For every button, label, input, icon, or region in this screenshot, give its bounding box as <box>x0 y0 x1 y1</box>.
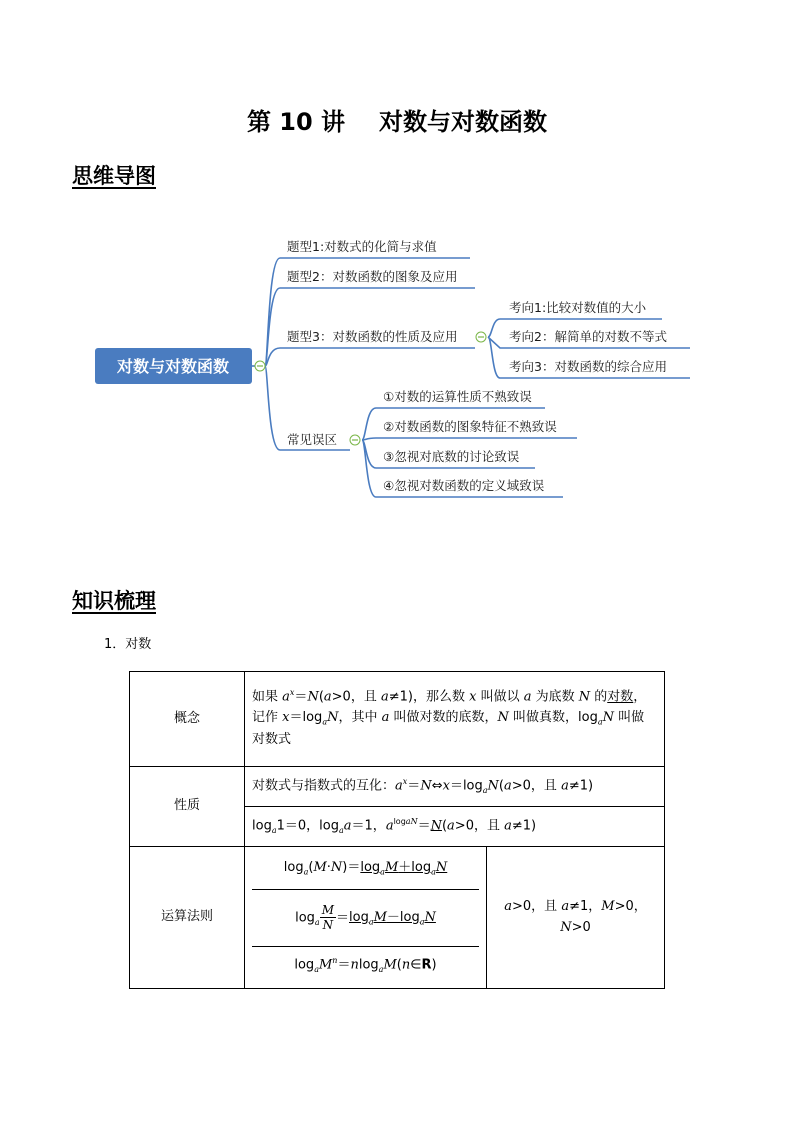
mistake-label-2: ②对数函数的图象特征不熟致误 <box>383 419 557 434</box>
branch-label-4: 常见误区 <box>287 432 338 447</box>
section-heading-mindmap: 思维导图 <box>72 164 156 188</box>
property-conversion: 对数式与指数式的互化：$a^x=N\Leftrightarrow x=\log_aN(a>0$，且 a≠1) <box>245 767 665 807</box>
branch-label-2: 题型2：对数函数的图象及应用 <box>287 269 458 284</box>
subsection-title: 1．对数 <box>104 637 152 652</box>
rule-quotient: $\log_a$ $\frac{M}{N}$ $=\log_aM-\log_aN$ <box>252 889 479 946</box>
rule-power: $\log_aM^n=nlog_aM(n\in R)$ <box>294 956 437 975</box>
property-identities: $\log_a1=0$，$\log_aa=1$，$a^{logaN}=N(a>0$，且 a≠1) <box>245 807 665 847</box>
mistake-label-4: ④忽视对数函数的定义域致误 <box>383 478 545 493</box>
knowledge-table <box>129 671 665 989</box>
branch-label-3: 题型3：对数函数的性质及应用 <box>287 329 458 344</box>
lesson-number: 第 10 讲 <box>246 108 346 136</box>
concept-label: 概念 <box>130 672 245 767</box>
property-label: 性质 <box>130 767 245 847</box>
concept-content: 如果 $a^x=N(a>0$，且 a≠1)，那么数 x 叫做以 a 为底数 N 的对数，记作 $x=\log_aN$，其中 a 叫做对数的底数，N 叫做真数，$\log_aN$ 叫做对数式 <box>245 672 665 767</box>
mistake-line-2 <box>362 438 577 440</box>
rules-condition: a>0，且 a≠1，M>0，N>0 <box>487 847 665 989</box>
branch-line-3 <box>265 348 475 366</box>
rule-product: $\log_a(M\cdot N)=\log_aM+\log_aN$ <box>252 849 479 889</box>
root-label: 对数与对数函数 <box>116 357 230 376</box>
branch-line-2 <box>265 288 475 366</box>
t3-child-label-2: 考向2：解简单的对数不等式 <box>509 329 667 344</box>
t3-child-label-3: 考向3：对数函数的综合应用 <box>509 359 667 374</box>
mistake-label-3: ③忽视对底数的讨论致误 <box>383 449 520 464</box>
rules-formulas <box>245 847 487 989</box>
rules-label: 运算法则 <box>130 847 245 989</box>
section-heading-knowledge: 知识梳理 <box>72 589 156 613</box>
mistake-label-1: ①对数的运算性质不熟致误 <box>383 389 532 404</box>
branch-label-1: 题型1:对数式的化简与求值 <box>287 239 437 254</box>
mind-map <box>0 0 794 520</box>
lesson-topic: 对数与对数函数 <box>379 108 548 136</box>
t3-child-label-1: 考向1:比较对数值的大小 <box>509 300 647 315</box>
